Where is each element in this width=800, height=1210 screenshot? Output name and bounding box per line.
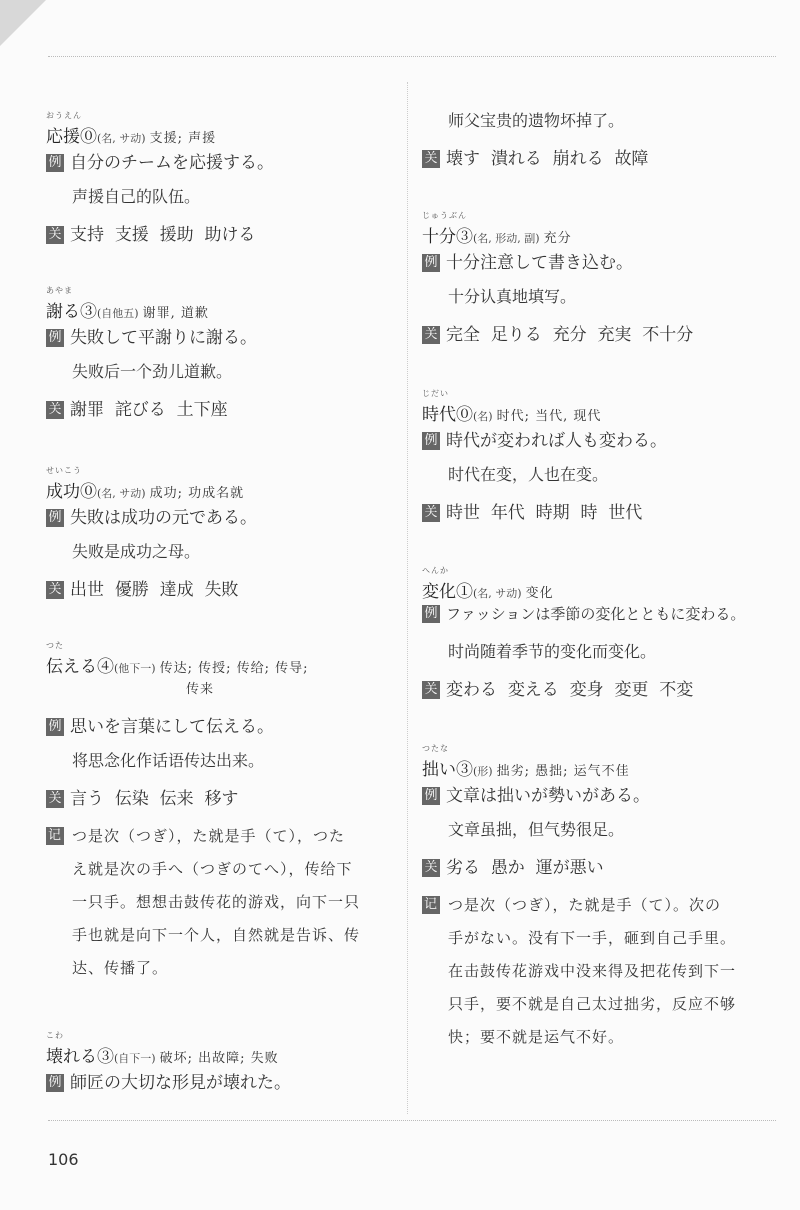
related-word: 崩れる [552, 149, 604, 169]
headword: 応援 [46, 127, 80, 147]
example-row [46, 148, 391, 184]
related-mark: 关 [46, 226, 64, 244]
furigana: つたな [422, 744, 449, 753]
related-mark: 关 [422, 150, 440, 168]
translation: 时代在变，人也在变。 [448, 465, 609, 484]
example-row [46, 503, 391, 539]
accent: ⓪ [80, 127, 97, 147]
related-row [46, 784, 391, 820]
related-mark: 关 [422, 326, 440, 344]
related-word: 援助 [159, 225, 194, 245]
meaning: 传达; 传授; 传给; 传导; [159, 661, 309, 676]
headword: 成功 [46, 482, 80, 502]
memo-line: 手がない。没有下一手，砸到自己手里。 [448, 929, 737, 947]
related-word: 詫びる [114, 400, 166, 420]
part-of-speech: (名) [473, 410, 493, 423]
example-sentence: ファッションは季節の変化とともに変わる。 [446, 605, 746, 623]
memo-line: 一只手。想想击鼓传花的游戏，向下一只 [72, 893, 361, 911]
memo-block [46, 820, 391, 985]
memo-block [422, 889, 767, 1054]
furigana: おうえん [46, 111, 82, 120]
headword: 時代 [422, 405, 456, 425]
entry-henka [422, 565, 767, 711]
memo-line: つ是次（つぎ），た就是手（て）。次の [448, 896, 722, 914]
related-mark: 关 [46, 581, 64, 599]
memo-line: 手也就是向下一个人，自然就是告诉、传 [72, 926, 361, 944]
related-word: 壊す [446, 149, 480, 169]
related-word: 不十分 [642, 325, 694, 345]
headword-row [422, 210, 767, 248]
headword-row [46, 110, 391, 148]
headword-row [422, 743, 767, 781]
part-of-speech: (名, サ动) [473, 587, 522, 600]
furigana: こわ [46, 1031, 64, 1040]
headword: 謝る [46, 302, 80, 322]
furigana: へんか [422, 566, 449, 575]
related-word: 運が悪い [535, 858, 604, 878]
related-mark: 关 [422, 504, 440, 522]
example-row [46, 323, 391, 359]
example-mark: 例 [46, 154, 64, 172]
example-mark: 例 [422, 787, 440, 805]
related-word: 支持 [70, 225, 104, 245]
example-mark: 例 [46, 509, 64, 527]
related-word: 愚か [490, 858, 525, 878]
meaning: 谢罪, 道歉 [142, 306, 209, 321]
related-word: 伝来 [159, 789, 194, 809]
related-word: 完全 [446, 325, 480, 345]
memo-line: え就是次の手へ（つぎのてへ），传给下 [72, 860, 353, 878]
related-word: 世代 [608, 503, 643, 523]
translation: 师父宝贵的遗物坏掉了。 [448, 111, 625, 130]
accent: ⓪ [456, 405, 473, 425]
headword: 十分 [422, 227, 456, 247]
memo-line: つ是次（つぎ），た就是手（て），つた [72, 827, 346, 845]
accent: ⓪ [80, 482, 97, 502]
example-row [46, 712, 391, 748]
related-word: 充実 [597, 325, 632, 345]
related-word: 変える [507, 680, 559, 700]
related-word: 充分 [552, 325, 587, 345]
accent: ③ [456, 227, 473, 247]
example-mark: 例 [46, 718, 64, 736]
headword-row [422, 388, 767, 426]
related-word: 支援 [114, 225, 149, 245]
entry-ouen [46, 110, 391, 256]
headword: 伝える [46, 657, 97, 677]
translation: 失败是成功之母。 [72, 542, 201, 561]
entry-jidai [422, 388, 767, 534]
related-word: 劣る [446, 858, 480, 878]
accent: ③ [456, 760, 473, 780]
entry-kowareru [46, 1030, 391, 1104]
related-word: 潰れる [490, 149, 542, 169]
related-word: 謝罪 [70, 400, 104, 420]
headword-row [46, 285, 391, 323]
related-word: 変更 [614, 680, 649, 700]
entry-tsutaeru [46, 640, 391, 985]
translation: 失败后一个劲儿道歉。 [72, 362, 233, 381]
example-sentence: 時代が変われば人も変わる。 [446, 431, 667, 451]
example-row [422, 781, 767, 817]
part-of-speech: (名, サ动) [97, 132, 146, 145]
related-mark: 关 [46, 401, 64, 419]
memo-line: 在击鼓传花游戏中没来得及把花传到下一 [448, 962, 737, 980]
example-row [46, 1068, 391, 1104]
bottom-divider [48, 1120, 776, 1121]
furigana: じゅうぶん [422, 211, 467, 220]
part-of-speech: (他下一) [114, 662, 156, 675]
related-word: 失敗 [204, 580, 239, 600]
example-row [422, 603, 767, 639]
related-word: 変わる [446, 680, 497, 700]
meaning: 成功; 功成名就 [149, 486, 245, 501]
related-word: 時世 [446, 503, 480, 523]
column-divider [407, 82, 408, 1114]
entry-ayamaru [46, 285, 391, 431]
related-word: 故障 [614, 149, 649, 169]
related-row [46, 575, 391, 611]
furigana: あやま [46, 286, 73, 295]
related-mark: 关 [46, 790, 64, 808]
example-sentence: 十分注意して書き込む。 [446, 253, 633, 273]
example-sentence: 失敗は成功の元である。 [70, 508, 257, 528]
meaning: 充分 [543, 231, 572, 246]
part-of-speech: (名, 形动, 副) [473, 232, 540, 245]
part-of-speech: (自下一) [114, 1052, 156, 1065]
page-corner-fold [0, 0, 46, 46]
example-sentence: 自分のチームを応援する。 [70, 153, 274, 173]
example-sentence: 思いを言葉にして伝える。 [70, 717, 274, 737]
translation: 时尚随着季节的变化而变化。 [448, 642, 657, 661]
meaning: 破坏; 出故障; 失败 [159, 1051, 279, 1066]
related-word: 土下座 [176, 400, 228, 420]
accent: ③ [80, 302, 97, 322]
translation: 文章虽拙，但气势很足。 [448, 820, 625, 839]
meaning: 支援; 声援 [149, 131, 217, 146]
translation: 将思念化作话语传达出来。 [72, 751, 265, 770]
related-word: 年代 [490, 503, 525, 523]
memo-line: 只手，要不就是自己太过拙劣，反应不够 [448, 995, 737, 1013]
related-word: 達成 [159, 580, 194, 600]
meaning-continued: 传来 [186, 682, 215, 697]
related-mark: 关 [422, 681, 440, 699]
furigana: つた [46, 641, 64, 650]
related-word: 移す [204, 789, 239, 809]
example-mark: 例 [422, 605, 440, 623]
headword: 変化 [422, 582, 456, 602]
example-sentence: 師匠の大切な形見が壊れた。 [70, 1073, 291, 1093]
example-mark: 例 [422, 432, 440, 450]
meaning: 拙劣; 愚拙; 运气不佳 [496, 764, 630, 779]
example-sentence: 失敗して平謝りに謝る。 [70, 328, 257, 348]
entry-juubun [422, 210, 767, 356]
example-sentence: 文章は拙いが勢いがある。 [446, 786, 650, 806]
memo-line: 达、传播了。 [72, 959, 169, 977]
memo-line: 快；要不就是运气不好。 [448, 1028, 625, 1046]
headword-row [46, 640, 391, 678]
related-row [46, 220, 391, 256]
translation: 十分认真地填写。 [448, 287, 577, 306]
accent: ③ [97, 1047, 114, 1067]
related-word: 時期 [535, 503, 570, 523]
related-word: 出世 [70, 580, 104, 600]
related-word: 言う [70, 789, 104, 809]
top-divider [48, 56, 776, 57]
headword-row [46, 1030, 391, 1068]
page-number: 106 [48, 1150, 79, 1169]
meaning: 时代; 当代, 现代 [496, 409, 602, 424]
headword-row [422, 565, 767, 603]
related-mark: 关 [422, 859, 440, 877]
related-word: 時 [580, 503, 598, 523]
memo-mark: 记 [423, 897, 438, 912]
related-row [422, 144, 767, 180]
related-word: 助ける [204, 225, 256, 245]
related-row [422, 498, 767, 534]
entry-kowareru-continued [422, 108, 767, 180]
meaning: 变化 [525, 586, 554, 601]
part-of-speech: (形) [473, 765, 493, 778]
headword: 拙い [422, 760, 456, 780]
part-of-speech: (名, サ动) [97, 487, 146, 500]
related-word: 優勝 [114, 580, 149, 600]
headword-row [46, 465, 391, 503]
example-row [422, 426, 767, 462]
related-word: 足りる [490, 325, 542, 345]
related-row [422, 320, 767, 356]
part-of-speech: (自他五) [97, 307, 139, 320]
translation: 声援自己的队伍。 [72, 187, 201, 206]
example-mark: 例 [46, 1074, 64, 1092]
headword: 壊れる [46, 1047, 97, 1067]
related-row [46, 395, 391, 431]
furigana: じだい [422, 389, 449, 398]
entry-seikou [46, 465, 391, 611]
entry-tsutanai [422, 743, 767, 1054]
furigana: せいこう [46, 466, 82, 475]
related-word: 伝染 [114, 789, 149, 809]
accent: ④ [97, 657, 114, 677]
example-row [422, 248, 767, 284]
related-row [422, 675, 767, 711]
related-word: 変身 [569, 680, 604, 700]
accent: ① [456, 582, 473, 602]
memo-mark: 记 [47, 828, 62, 843]
example-mark: 例 [422, 254, 440, 272]
example-mark: 例 [46, 329, 64, 347]
related-row [422, 853, 767, 889]
related-word: 不変 [659, 680, 694, 700]
